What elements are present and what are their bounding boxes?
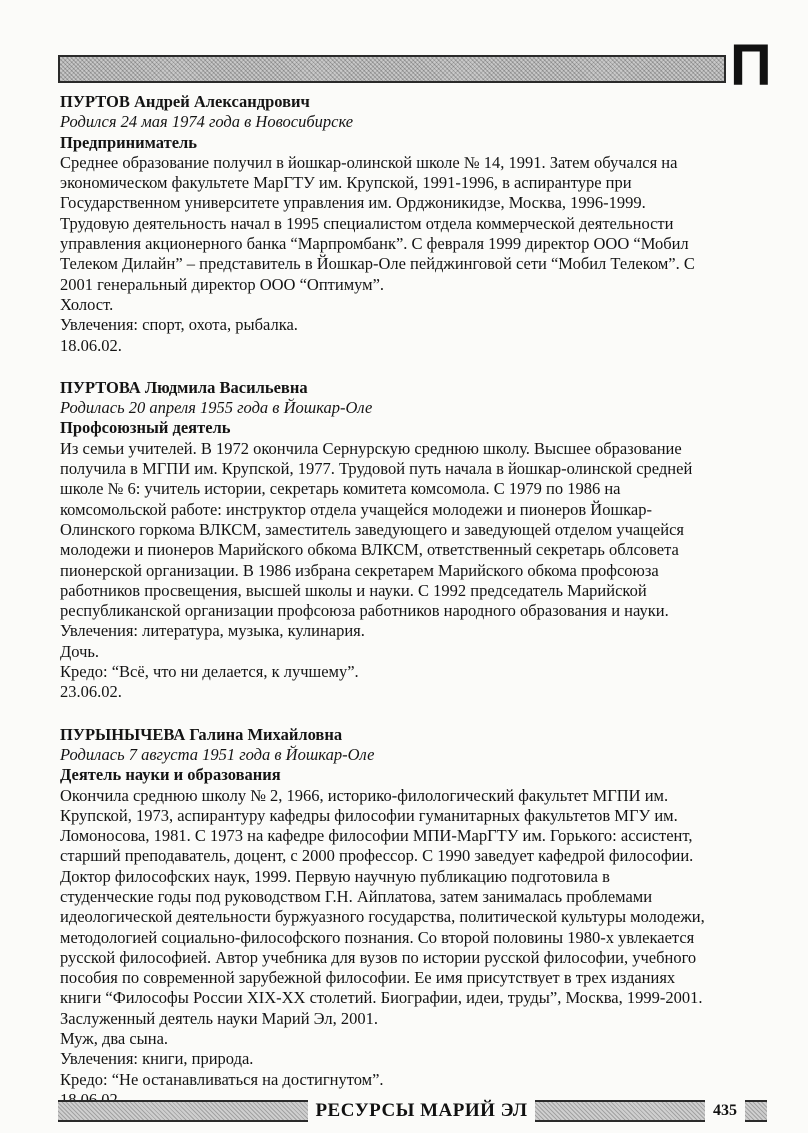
entry-text-line: получила в МГПИ им. Крупской, 1977. Трудовой путь начала в йошкар-олинской средней [60,459,693,479]
footer-decorative-bar-right [535,1100,705,1122]
entry-text-line: управления акционерного банка “Марпромбанк”. С февраля 1999 директор ООО “Мобил [60,234,689,254]
entry-text-line: пионерской организации. В 1986 избрана секретарем Марийского обкома профсоюза [60,560,659,580]
entry-text-line: Окончила среднюю школу № 2, 1966, историко-филологический факультет МГПИ им. [60,785,669,805]
entry-name: ПУРЫНЫЧЕВА Галина Михайловна [60,724,343,744]
entry-text-line: студенческие годы под руководством Г.Н. Айплатова, затем занималась проблемами [60,886,653,906]
entry-text-line: Крупской, 1973, аспирантуру кафедры философии гуманитарных факультетов МГУ им. [60,805,678,825]
entry-text-line: Олинского горкома ВЛКСМ, заместитель заведующего и заведующей отделом учащейся [60,519,684,539]
entry-text-line: Заслуженный деятель науки Марий Эл, 2001. [60,1008,378,1028]
entry-profession: Профсоюзный деятель [60,418,231,438]
entry-text-line: работников просвещения, высшей школы и науки. С 1992 председатель Марийской [60,580,647,600]
biography-entry-purynycheva [60,725,772,1111]
entry-text-line: русской философией. Автор учебника для вузов по истории русской философии, учебного [60,947,697,967]
entry-text-line: Из семьи учителей. В 1972 окончила Сернурскую среднюю школу. Высшее образование [60,438,682,458]
footer-decorative-bar-left [58,1100,308,1122]
entry-text-line: Холост. [60,294,114,314]
entry-text-line: методологией социально-философского познания. Со второй половины 1980-х увлекается [60,927,695,947]
entry-text-line: экономическом факультете МарГТУ им. Крупской, 1991-1996, в аспирантуре при [60,173,632,193]
entry-text-line: Телеком Дилайн” – представитель в Йошкар-Оле пейджинговой сети “Мобил Телеком”. С [60,254,695,274]
entry-text-line: Кредо: “Всё, что ни делается, к лучшему”. [60,662,359,682]
biography-entry-purtova [60,378,772,703]
entry-text-line: старший преподаватель, доцент, с 2000 профессор. С 1990 заведует кафедрой философии. [60,846,694,866]
entry-text-line: Увлечения: книги, природа. [60,1049,254,1069]
entry-text-line: Увлечения: литература, музыка, кулинария. [60,621,365,641]
entry-date: 18.06.02. [60,335,122,355]
entry-birth: Родилась 7 августа 1951 года в Йошкар-Оле [60,744,375,764]
entry-text-line: Государственном университете управления им. Орджоникидзе, Москва, 1996-1999. [60,193,646,213]
entry-text-line: Кредо: “Не останавливаться на достигнутом”. [60,1069,384,1089]
header-decorative-bar [58,55,726,83]
entry-text-line: книги “Философы России XIX-XX столетий. Биографии, идеи, труды”, Москва, 1999-2001. [60,988,703,1008]
page-content [60,92,772,1132]
section-letter: П [730,33,772,98]
entry-birth: Родился 24 мая 1974 года в Новосибирске [60,112,354,132]
entry-text-line: пособия по современной зарубежной философии. Ее имя присутствует в трех изданиях [60,968,676,988]
entry-text-line: молодежи и пионеров Марийского обкома ВЛКСМ, ответственный секретарь облсовета [60,540,679,560]
entry-birth: Родилась 20 апреля 1955 года в Йошкар-Оле [60,398,373,418]
entry-text-line: Доктор философских наук, 1999. Первую научную публикацию подготовила в [60,866,610,886]
entry-name: ПУРТОВА Людмила Васильевна [60,377,308,397]
footer-decorative-bar-end [745,1100,767,1122]
entry-text-line: идеологической деятельности буржуазного государства, политической культуры молодежи, [60,907,705,927]
page-number: 435 [713,1102,737,1119]
entry-text-line: Ломоносова, 1981. С 1973 на кафедре философии МПИ-МарГТУ им. Горького: ассистент, [60,826,693,846]
entry-text-line: школе № 6: учитель истории, секретарь комитета комсомола. С 1979 по 1986 на [60,479,621,499]
entry-text-line: 2001 генеральный директор ООО “Оптимум”. [60,274,385,294]
entry-text-line: комсомольской работе: инструктор отдела учащейся молодежи и пионеров Йошкар- [60,499,652,519]
entry-text-line: Среднее образование получил в йошкар-олинской школе № 14, 1991. Затем обучался на [60,152,678,172]
entry-name: ПУРТОВ Андрей Александрович [60,92,310,111]
footer-title: РЕСУРСЫ МАРИЙ ЭЛ [315,1100,528,1121]
entry-date: 23.06.02. [60,682,122,702]
entry-text-line: Муж, два сына. [60,1029,169,1049]
entry-text-line: республиканской организации профсоюза работников народного образования и науки. [60,601,669,621]
biography-entry-purtov [60,92,772,356]
entry-text-line: Дочь. [60,641,100,661]
entry-text-line: Трудовую деятельность начал в 1995 специалистом отдела коммерческой деятельности [60,213,674,233]
entry-profession: Деятель науки и образования [60,765,281,785]
entry-profession: Предприниматель [60,132,198,152]
entry-text-line: Увлечения: спорт, охота, рыбалка. [60,315,298,335]
